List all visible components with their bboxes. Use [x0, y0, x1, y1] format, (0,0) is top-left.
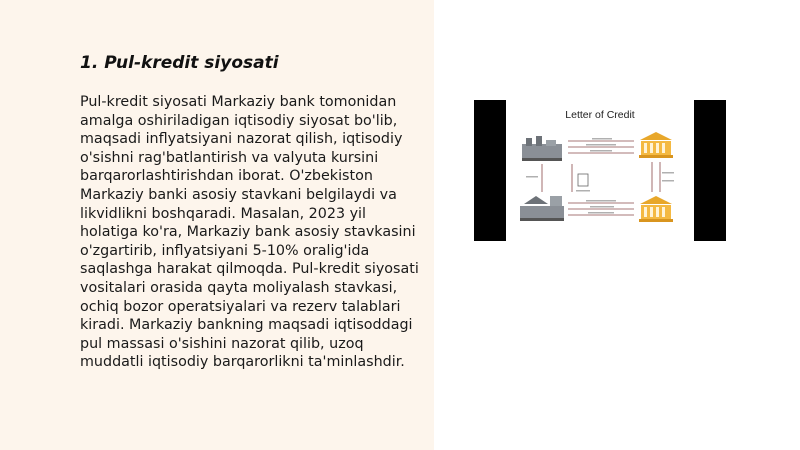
image-letterbox-left	[474, 100, 506, 241]
bank-icon-bottom	[639, 196, 673, 222]
letter-of-credit-diagram	[506, 100, 694, 241]
factory-icon	[522, 136, 562, 161]
bank-icon-top	[639, 132, 673, 158]
slide-body-text: Pul-kredit siyosati Markaziy bank tomonidan amalga oshiriladigan iqtisodiy siyosat bo'lib, maqsadi inflyatsiyani nazorat qilish, iqtisodiy o'sishni rag'batlantirish va valyuta kursini barqarorlashtirishdan iborat. O'zbekiston Markaziy banki asosiy stavkani belgilaydi va likvidlikni boshqaradi. Masalan, 2023 yil holatiga ko'ra, Markaziy bank asosiy stavkasini o'zgartirib, inflyatsiyani 5-10% oralig'ida saqlashga harakat qilmoqda. Pul-kredit siyosati vositalari orasida qayta moliyalash stavkasi, ochiq bozor operatsiyalari va rezerv talablari kiradi. Markaziy bankning maqsadi iqtisoddagi pul massasi o'sishini nazorat qilib, uzoq muddatli iqtisodiy barqarorlikni ta'minlashdir.	[80, 94, 419, 371]
diagram-graphic	[506, 100, 694, 241]
port-icon	[520, 196, 564, 221]
diagram-title: Letter of Credit	[565, 109, 635, 121]
slide-heading: 1. Pul-kredit siyosati	[80, 53, 279, 73]
image-letterbox-right	[694, 100, 726, 241]
